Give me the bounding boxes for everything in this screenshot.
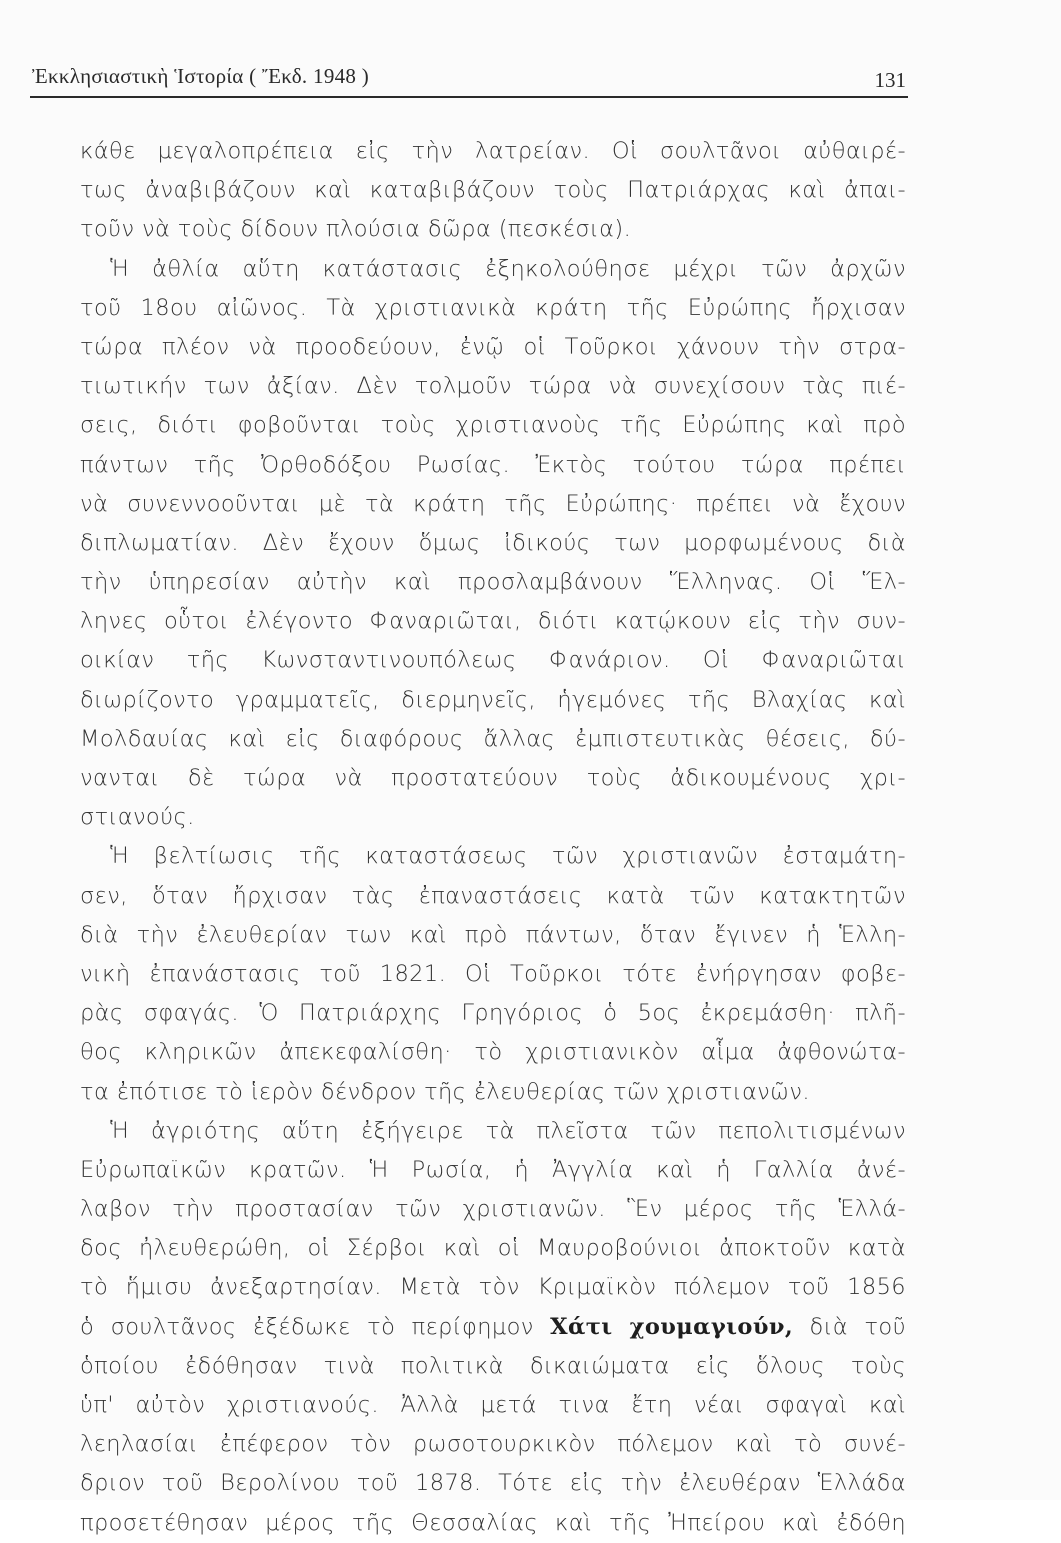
text-line: στιανούς. bbox=[80, 804, 195, 831]
text-line: τοῦν νὰ τοὺς δίδουν πλούσια δῶρα (πεσκέσια). bbox=[80, 216, 632, 243]
paragraph-start-line: Ἡ ἀθλία αὕτη κατάστασις ἐξηκολούθησε μέχρι τῶν ἀρχῶν bbox=[110, 255, 906, 282]
text-line: ρὰς σφαγάς. Ὁ Πατριάρχης Γρηγόριος ὁ 5ος ἐκρεμάσθη· πλῆ- bbox=[80, 1000, 906, 1027]
text-segment: ὁ σουλτᾶνος ἐξέδωκε τὸ περίφημον bbox=[80, 1313, 534, 1340]
text-line: διπλωματίαν. Δὲν ἔχουν ὅμως ἰδικούς των μορφωμένους διὰ bbox=[80, 529, 906, 556]
text-line: σεν, ὅταν ἤρχισαν τὰς ἐπαναστάσεις κατὰ τῶν κατακτητῶν bbox=[80, 882, 906, 909]
text-line: διωρίζοντο γραμματεῖς, διερμηνεῖς, ἡγεμόνες τῆς Βλαχίας καὶ bbox=[80, 686, 906, 713]
text-line: ὁποίου ἐδόθησαν τινὰ πολιτικὰ δικαιώματα εἰς ὅλους τοὺς bbox=[80, 1352, 906, 1379]
text-line-with-term bbox=[80, 1308, 906, 1347]
text-line: Εὐρωπαϊκῶν κρατῶν. Ἡ Ρωσία, ἡ Ἀγγλία καὶ ἡ Γαλλία ἀνέ- bbox=[80, 1156, 906, 1183]
text-line: σεις, διότι φοβοῦνται τοὺς χριστιανοὺς τῆς Εὐρώπης καὶ πρὸ bbox=[80, 412, 906, 439]
text-line: κάθε μεγαλοπρέπεια εἰς τὴν λατρείαν. Οἱ σουλτᾶνοι αὐθαιρέ- bbox=[80, 138, 906, 164]
text-line: διὰ τὴν ἐλευθερίαν των καὶ πρὸ πάντων, ὅταν ἔγινεν ἡ Ἑλλη- bbox=[80, 921, 906, 948]
text-line: δος ἠλευθερώθη, οἱ Σέρβοι καὶ οἱ Μαυροβούνιοι ἀποκτοῦν κατὰ bbox=[80, 1235, 906, 1262]
text-line: τώρα πλέον νὰ προοδεύουν, ἐνῷ οἱ Τοῦρκοι χάνουν τὴν στρα- bbox=[80, 333, 906, 360]
text-line: θος κληρικῶν ἀπεκεφαλίσθη· τὸ χριστιανικὸν αἷμα ἀφθονώτα- bbox=[80, 1039, 906, 1066]
text-line: οικίαν τῆς Κωνσταντινουπόλεως Φανάριον. Οἱ Φαναριῶται bbox=[80, 647, 906, 674]
paragraph-start-line: Ἡ βελτίωσις τῆς καταστάσεως τῶν χριστιανῶν ἐσταμάτη- bbox=[110, 843, 906, 870]
text-line: Μολδαυίας καὶ εἰς διαφόρους ἄλλας ἐμπιστευτικὰς θέσεις, δύ- bbox=[80, 725, 906, 752]
text-line: ὑπ' αὐτὸν χριστιανούς. Ἀλλὰ μετά τινα ἔτη νέαι σφαγαὶ καὶ bbox=[80, 1392, 906, 1418]
text-line: λαβον τὴν προστασίαν τῶν χριστιανῶν. Ἓν μέρος τῆς Ἑλλά- bbox=[80, 1196, 906, 1223]
text-line: νανται δὲ τώρα νὰ προστατεύουν τοὺς ἀδικουμένους χρι- bbox=[80, 765, 906, 791]
text-line: τὸ ἥμισυ ἀνεξαρτησίαν. Μετὰ τὸν Κριμαϊκὸν πόλεμον τοῦ 1856 bbox=[80, 1274, 906, 1301]
text-line: τοῦ 18ου αἰῶνος. Τὰ χριστιανικὰ κράτη τῆς Εὐρώπης ἤρχισαν bbox=[80, 294, 906, 321]
header-title: Ἐκκλησιαστικὴ Ἱστορία ( Ἔκδ. 1948 ) bbox=[32, 64, 370, 88]
text-line: δριον τοῦ Βερολίνου τοῦ 1878. Τότε εἰς τὴν ἐλευθέραν Ἑλλάδα bbox=[80, 1470, 906, 1497]
text-line: νὰ συνεννοοῦνται μὲ τὰ κράτη τῆς Εὐρώπης· πρέπει νὰ ἔχουν bbox=[80, 490, 906, 517]
text-line: προσετέθησαν μέρος τῆς Θεσσαλίας καὶ τῆς Ἠπείρου καὶ ἐδόθη bbox=[80, 1509, 906, 1536]
paragraph-start-line: Ἡ ἀγριότης αὕτη ἐξήγειρε τὰ πλεῖστα τῶν πεπολιτισμένων bbox=[110, 1117, 906, 1144]
body-text bbox=[80, 132, 906, 1543]
text-line: νικὴ ἐπανάστασις τοῦ 1821. Οἱ Τοῦρκοι τότε ἐνήργησαν φοβε- bbox=[80, 960, 906, 987]
text-line: τως ἀναβιβάζουν καὶ καταβιβάζουν τοὺς Πατριάρχας καὶ ἀπαι- bbox=[80, 177, 906, 204]
page-number: 131 bbox=[874, 68, 906, 92]
text-segment: διὰ τοῦ bbox=[809, 1313, 907, 1340]
text-line: τὴν ὑπηρεσίαν αὐτὴν καὶ προσλαμβάνουν Ἕλληνας. Οἱ Ἕλ- bbox=[80, 569, 906, 596]
text-line: ληνες οὗτοι ἐλέγοντο Φαναριῶται, διότι κατῴκουν εἰς τὴν συν- bbox=[80, 608, 906, 635]
bold-term: Χάτι χουμαγιούν, bbox=[550, 1313, 794, 1340]
text-line: τιωτικήν των ἀξίαν. Δὲν τολμοῦν τώρα νὰ συνεχίσουν τὰς πιέ- bbox=[80, 373, 906, 400]
running-header bbox=[30, 60, 908, 98]
text-line: πάντων τῆς Ὀρθοδόξου Ρωσίας. Ἐκτὸς τούτου τώρα πρέπει bbox=[80, 451, 906, 478]
text-line: λεηλασίαι ἐπέφερον τὸν ρωσοτουρκικὸν πόλεμον καὶ τὸ συνέ- bbox=[80, 1431, 906, 1458]
text-line: τα ἐπότισε τὸ ἱερὸν δένδρον τῆς ἐλευθερίας τῶν χριστιανῶν. bbox=[80, 1078, 810, 1105]
